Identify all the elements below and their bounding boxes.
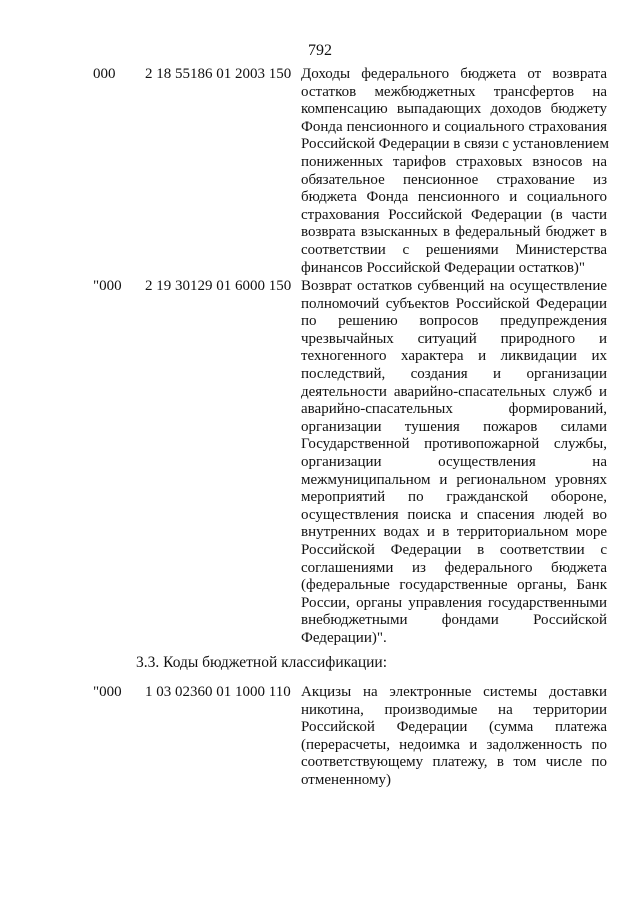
entry-budget-code: 1 03 02360 01 1000 110 <box>145 684 291 700</box>
description-line: аварийно-спасательных формирований, <box>301 401 607 418</box>
description-line: возврата взысканных в федеральный бюджет в <box>301 224 607 241</box>
description-line: внутренних водах и в территориальном море <box>301 524 607 541</box>
entry-description <box>301 278 607 647</box>
description-line: соответствии с решениями Министерства <box>301 241 607 258</box>
description-line: мероприятий по гражданской обороне, <box>301 489 607 506</box>
entry-budget-code: 2 19 30129 01 6000 150 <box>145 278 292 294</box>
description-line: по решению вопросов предупреждения <box>301 313 607 330</box>
description-line: остатков межбюджетных трансфертов на <box>301 83 607 100</box>
description-line: осуществления поиска и спасения людей во <box>301 506 607 523</box>
description-line: никотина, производимые на территории <box>301 701 607 718</box>
description-line: Фонда пенсионного и социального страхования <box>301 118 607 135</box>
description-line: чрезвычайных ситуаций природного и <box>301 330 607 347</box>
description-line: соответствующему платежу, в том числе по <box>301 754 607 771</box>
description-line: последствий, создания и организации <box>301 365 607 382</box>
page-number: 792 <box>308 42 332 59</box>
description-line: Государственной противопожарной службы, <box>301 436 607 453</box>
description-line: Акцизы на электронные системы доставки <box>301 684 607 700</box>
description-line: организации осуществления на <box>301 453 607 470</box>
description-line: Российской Федерации в соответствии с <box>301 541 607 558</box>
description-line: (перерасчеты, недоимка и задолженность по <box>301 736 607 753</box>
description-line: полномочий субъектов Российской Федерации <box>301 295 607 312</box>
entry-admin-code: 000 <box>93 66 116 82</box>
section-heading: 3.3. Коды бюджетной классификации: <box>136 654 388 671</box>
description-line: Доходы федерального бюджета от возврата <box>301 66 607 82</box>
entry-description <box>301 66 607 277</box>
description-line: организации тушения пожаров силами <box>301 418 607 435</box>
description-line: обязательное пенсионное страхование из <box>301 171 607 188</box>
description-line: деятельности аварийно-спасательных служб и <box>301 383 607 400</box>
description-line: отмененному) <box>301 771 391 788</box>
description-line: Федерации)". <box>301 629 387 646</box>
description-line: страхования Российской Федерации (в части <box>301 206 607 223</box>
entry-admin-code: "000 <box>93 684 122 700</box>
description-line: Возврат остатков субвенций на осуществление <box>301 278 607 294</box>
description-line: бюджета Фонда пенсионного и социального <box>301 189 607 206</box>
description-line: Российской Федерации в связи с установлением <box>301 136 609 153</box>
entry-budget-code: 2 18 55186 01 2003 150 <box>145 66 292 82</box>
description-line: Российской Федерации (сумма платежа <box>301 719 607 736</box>
description-line: внебюджетными фондами Российской <box>301 612 607 629</box>
description-line: компенсацию выпадающих доходов бюджету <box>301 101 607 118</box>
entry-description <box>301 684 607 790</box>
description-line: техногенного характера и ликвидации их <box>301 348 607 365</box>
description-line: межмуниципальном и региональном уровнях <box>301 471 607 488</box>
description-line: финансов Российской Федерации остатков)" <box>301 259 586 276</box>
description-line: (федеральные государственные органы, Банк <box>301 577 607 594</box>
description-line: России, органы управления государственными <box>301 594 607 611</box>
entry-admin-code: "000 <box>93 278 122 294</box>
description-line: пониженных тарифов страховых взносов на <box>301 153 607 170</box>
description-line: соглашениями из федерального бюджета <box>301 559 607 576</box>
